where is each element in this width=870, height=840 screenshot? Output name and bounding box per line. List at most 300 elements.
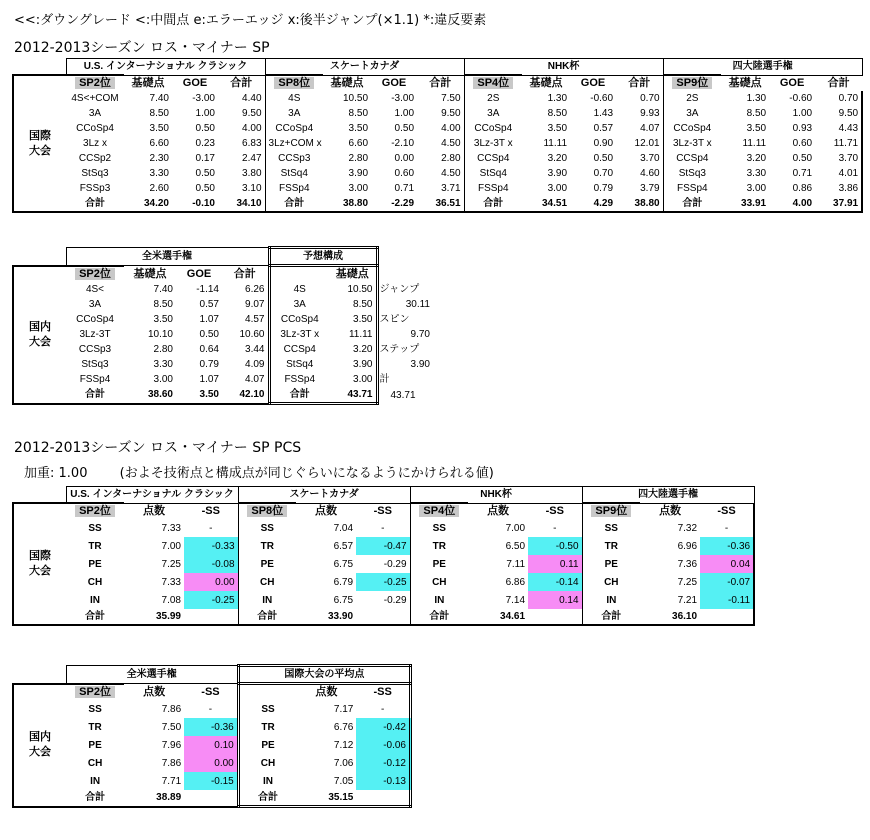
score-header: 点数 xyxy=(487,504,510,517)
side-label-international xyxy=(13,519,66,609)
goe-value: 0.57 xyxy=(593,123,614,134)
goe-value: -1.14 xyxy=(196,284,219,295)
base-header: 基礎点 xyxy=(131,76,165,89)
side-label-line: 大会 xyxy=(29,335,51,348)
total-base: 38.80 xyxy=(342,198,369,209)
component-code: TR xyxy=(410,537,468,555)
tes-intl-event-name: U.S. インターナショナル クラシック xyxy=(66,59,265,76)
total-goe: -0.10 xyxy=(192,198,215,209)
total-label: 合計 xyxy=(66,387,124,404)
goe-value: 0.50 xyxy=(394,123,415,134)
total-base: 34.20 xyxy=(143,198,169,209)
avg-component-score: 7.06 xyxy=(333,757,354,769)
avg-component-code: IN xyxy=(238,772,296,790)
element-score: 7.50 xyxy=(441,93,461,104)
ss-diff-value: -0.25 xyxy=(356,573,410,591)
element-code: CCoSp4 xyxy=(76,123,114,134)
goe-value: 0.00 xyxy=(394,153,415,164)
element-code: CCSp2 xyxy=(78,153,112,164)
element-code: StSq4 xyxy=(265,166,323,181)
sum-header: 合計 xyxy=(827,76,850,89)
plan-category xyxy=(377,327,433,342)
avg-component-score: 7.12 xyxy=(333,739,354,751)
goe-value: 0.86 xyxy=(792,183,813,194)
ss-diff-value: -0.15 xyxy=(184,772,238,790)
base-value: 11.11 xyxy=(543,138,568,149)
score-header: 点数 xyxy=(143,504,165,517)
side-label-domestic xyxy=(13,700,66,790)
element-code: 3A xyxy=(88,299,102,310)
base-value: 2.60 xyxy=(149,183,169,194)
element-score: 3.70 xyxy=(640,153,660,164)
component-code: CH xyxy=(410,573,468,591)
base-value: 3.00 xyxy=(348,183,369,194)
score-header: 点数 xyxy=(659,504,682,517)
pcs-intl-place: SP8位 xyxy=(247,505,287,517)
element-score: 4.60 xyxy=(640,168,660,179)
pcs-total: 33.90 xyxy=(328,611,354,622)
total-label: 合計 xyxy=(663,196,721,212)
tes-dom-grid xyxy=(12,246,433,405)
element-code: 3A xyxy=(265,106,323,121)
side-label-international xyxy=(13,91,66,196)
component-score: 7.25 xyxy=(161,558,181,570)
element-code: FSSp4 xyxy=(79,374,111,385)
component-score: 7.00 xyxy=(161,540,181,552)
avg-ss-diff-value: - xyxy=(356,700,410,718)
element-code: CCSp4 xyxy=(663,151,721,166)
ss-diff-value: - xyxy=(553,522,557,534)
pcs-total: 35.99 xyxy=(155,611,181,622)
ss-diff-value: -0.36 xyxy=(184,718,238,736)
component-code: PE xyxy=(88,739,102,751)
element-code: CCoSp4 xyxy=(663,121,721,136)
plan-title: 予想構成 xyxy=(269,248,377,266)
goe-value: -2.10 xyxy=(391,138,415,149)
plan-category-sum: 9.70 xyxy=(410,329,430,340)
component-code: SS xyxy=(88,522,102,534)
component-code: CH xyxy=(87,757,103,769)
base-value: 10.10 xyxy=(147,329,173,340)
base-value: 3.50 xyxy=(746,123,767,134)
ss-diff-value: 0.00 xyxy=(184,754,238,772)
base-value: 3.90 xyxy=(348,168,369,179)
element-score: 4.01 xyxy=(815,166,862,181)
score-header: 点数 xyxy=(143,685,166,698)
element-score: 12.01 xyxy=(634,138,660,149)
total-goe: 3.50 xyxy=(176,387,222,404)
element-score: 4.00 xyxy=(441,123,461,134)
plan-total-outside: 43.71 xyxy=(390,389,416,401)
component-code: IN xyxy=(238,591,296,609)
element-code: 2S xyxy=(464,91,522,106)
ss-diff-value: 0.14 xyxy=(528,591,582,609)
base-value: 3.00 xyxy=(746,183,767,194)
avg-component-score: 6.76 xyxy=(333,721,354,733)
component-code: TR xyxy=(88,721,102,733)
component-score: 6.75 xyxy=(333,558,354,570)
goe-value: 0.50 xyxy=(195,183,215,194)
ss-diff-header: -SS xyxy=(545,504,564,517)
plan-category xyxy=(377,312,433,327)
goe-header: GOE xyxy=(182,76,208,89)
base-value: 3.30 xyxy=(746,168,767,179)
component-code: TR xyxy=(238,537,296,555)
base-header: 基礎点 xyxy=(330,76,364,89)
goe-value: 0.90 xyxy=(593,138,614,149)
avg-score-header: 点数 xyxy=(315,686,338,698)
ss-diff-value: 0.10 xyxy=(184,736,238,754)
component-score: 7.11 xyxy=(506,558,526,570)
base-value: 1.30 xyxy=(746,93,767,104)
pcs-intl-place: SP4位 xyxy=(419,505,459,517)
element-code: 3A xyxy=(88,108,102,119)
element-code: 2S xyxy=(663,91,721,106)
total-label: 合計 xyxy=(66,790,124,807)
element-score: 6.83 xyxy=(242,138,262,149)
component-code: PE xyxy=(238,555,296,573)
plan-category xyxy=(377,357,433,372)
ss-diff-header: -SS xyxy=(700,503,754,519)
pcs-total: 34.61 xyxy=(500,611,526,622)
pcs-intl-place: SP2位 xyxy=(75,505,115,517)
element-score: 9.50 xyxy=(242,108,262,119)
base-value: 3.00 xyxy=(547,183,568,194)
goe-value: 0.50 xyxy=(195,123,215,134)
goe-value: 0.60 xyxy=(792,138,813,149)
ss-diff-header: -SS xyxy=(201,685,220,698)
element-code: StSq3 xyxy=(663,166,721,181)
total-score: 37.91 xyxy=(815,196,862,212)
avg-pcs-total: 35.15 xyxy=(296,790,356,807)
plan-base-value: 11.11 xyxy=(348,329,373,340)
base-value: 3.30 xyxy=(153,359,173,370)
tes-intl-place: SP2位 xyxy=(75,77,115,89)
component-score: 7.96 xyxy=(161,739,182,751)
pcs-intl-event-name: 四大陸選手権 xyxy=(582,487,754,504)
pcs-dom-grid xyxy=(12,664,412,808)
component-score: 7.04 xyxy=(333,522,354,534)
element-code: FSSp4 xyxy=(663,181,721,196)
element-code: FSSp4 xyxy=(265,181,323,196)
component-score: 7.14 xyxy=(505,594,526,606)
base-value: 3.00 xyxy=(153,374,173,385)
base-value: 2.80 xyxy=(153,344,173,355)
ss-diff-value: - xyxy=(208,703,213,715)
component-score: 7.00 xyxy=(505,522,526,534)
component-code: CH xyxy=(582,573,640,591)
plan-total-label: 合計 xyxy=(269,387,329,404)
element-score: 4.50 xyxy=(441,138,461,149)
base-value: 10.50 xyxy=(342,93,369,104)
goe-value: 0.60 xyxy=(394,168,415,179)
avg-ss-diff-value: -0.12 xyxy=(356,754,410,772)
tes-section-title: 2012-2013シーズン ロス・マイナー SP xyxy=(14,40,270,56)
goe-value: 1.00 xyxy=(195,108,215,119)
base-value: 8.50 xyxy=(153,299,173,310)
component-score: 6.86 xyxy=(505,576,526,588)
component-code: CH xyxy=(87,576,103,588)
goe-value: 0.57 xyxy=(199,299,219,310)
element-score: 3.70 xyxy=(815,151,862,166)
pcs-avg-title: 国際大会の平均点 xyxy=(238,666,410,684)
base-value: 2.80 xyxy=(348,153,369,164)
ss-diff-header: -SS xyxy=(201,504,220,517)
base-header: 基礎点 xyxy=(529,76,563,89)
component-score: 7.25 xyxy=(677,576,698,588)
component-score: 7.86 xyxy=(161,757,182,769)
component-code: TR xyxy=(88,540,102,552)
component-score: 7.33 xyxy=(161,576,181,588)
plan-element: 4S xyxy=(269,282,329,297)
element-score: 3.44 xyxy=(245,344,265,355)
component-code: SS xyxy=(238,519,296,537)
goe-value: 0.79 xyxy=(593,183,614,194)
ss-diff-value: -0.29 xyxy=(383,594,407,606)
total-label: 合計 xyxy=(265,196,323,212)
plan-category-sum: 30.11 xyxy=(405,299,430,310)
total-base: 33.91 xyxy=(741,198,767,209)
goe-value: 0.50 xyxy=(593,153,614,164)
plan-category xyxy=(377,372,433,387)
component-score: 7.32 xyxy=(677,522,698,534)
ss-diff-value: -0.08 xyxy=(184,555,238,573)
weight-line xyxy=(24,462,494,481)
goe-value: 0.70 xyxy=(593,168,614,179)
goe-value: 1.07 xyxy=(199,374,219,385)
plan-element: CCoSp4 xyxy=(269,312,329,327)
component-score: 6.50 xyxy=(505,540,526,552)
pcs-intl-event-name: スケートカナダ xyxy=(238,487,410,504)
goe-header: GOE xyxy=(779,76,805,89)
goe-header: GOE xyxy=(381,76,407,89)
element-score: 9.50 xyxy=(441,108,461,119)
element-code: CCoSp4 xyxy=(464,121,522,136)
tes-intl-event-name: NHK杯 xyxy=(464,59,663,76)
total-goe: 4.29 xyxy=(593,198,614,209)
component-score: 7.50 xyxy=(161,721,182,733)
element-score: 3.80 xyxy=(242,168,262,179)
tes-dom-event-name: 全米選手権 xyxy=(66,248,269,266)
tes-intl-grid xyxy=(12,58,863,213)
tes-intl-place: SP8位 xyxy=(274,77,314,89)
element-code: 4S<+COM xyxy=(71,93,119,104)
element-score: 3.86 xyxy=(815,181,862,196)
element-code: 3Lz-3T xyxy=(79,329,111,340)
weight-value: 1.00 xyxy=(58,466,88,481)
component-score: 6.75 xyxy=(333,594,354,606)
weight-note: (およそ技術点と構成点が同じぐらいになるようにかけられる値) xyxy=(119,466,494,481)
plan-category-label: 計 xyxy=(379,374,390,385)
goe-header: GOE xyxy=(580,76,606,89)
base-value: 7.40 xyxy=(149,93,169,104)
tes-intl-place: SP4位 xyxy=(473,77,513,89)
element-score: 10.60 xyxy=(239,329,265,340)
element-score: 9.07 xyxy=(245,299,265,310)
plan-base-value: 3.90 xyxy=(353,359,373,370)
pcs-total: 38.89 xyxy=(124,790,184,807)
pcs-dom-event-name: 全米選手権 xyxy=(66,666,238,684)
total-base: 38.60 xyxy=(124,387,176,404)
total-label: 合計 xyxy=(85,611,105,622)
component-code: IN xyxy=(90,775,101,787)
plan-element: StSq4 xyxy=(269,357,329,372)
plan-category-sum: 3.90 xyxy=(410,359,430,370)
side-label-line: 国際 xyxy=(29,129,51,142)
component-score: 6.79 xyxy=(333,576,354,588)
side-label-line: 国内 xyxy=(29,320,51,333)
base-value: 7.40 xyxy=(153,284,173,295)
base-value: 1.30 xyxy=(547,93,568,104)
element-code: FSSp4 xyxy=(464,181,522,196)
element-code: 3Lz-3T x xyxy=(663,136,721,151)
plan-element: 3Lz-3T x xyxy=(269,327,329,342)
ss-diff-value: - xyxy=(700,519,754,537)
plan-category-label: ステップ xyxy=(379,344,420,355)
ss-diff-value: -0.25 xyxy=(184,591,238,609)
plan-category xyxy=(377,297,433,312)
component-code: IN xyxy=(582,591,640,609)
plan-element: FSSp4 xyxy=(269,372,329,387)
element-code: StSq3 xyxy=(81,168,109,179)
component-code: CH xyxy=(238,573,296,591)
element-score: 4.07 xyxy=(245,374,265,385)
side-label-line: 大会 xyxy=(29,746,52,758)
goe-value: 1.00 xyxy=(394,108,415,119)
plan-base-value: 3.20 xyxy=(353,344,373,355)
avg-ss-diff-value: -0.42 xyxy=(356,718,410,736)
plan-category-label: スピン xyxy=(379,314,410,325)
tes-intl-event-name: 四大陸選手権 xyxy=(663,59,862,76)
pcs-intl-event-name: NHK杯 xyxy=(410,487,582,504)
goe-value: 0.71 xyxy=(792,168,813,179)
plan-base-value: 10.50 xyxy=(347,284,373,295)
ss-diff-value: 0.04 xyxy=(700,555,754,573)
element-score: 0.70 xyxy=(815,91,862,106)
element-score: 2.80 xyxy=(441,153,461,164)
element-code: 3A xyxy=(464,106,522,121)
goe-value: -0.60 xyxy=(789,93,813,104)
plan-base-value: 8.50 xyxy=(353,299,373,310)
avg-component-code: CH xyxy=(238,754,296,772)
ss-diff-value: -0.50 xyxy=(528,537,582,555)
pcs-section-title: 2012-2013シーズン ロス・マイナー SP PCS xyxy=(14,440,302,456)
base-value: 3.90 xyxy=(547,168,568,179)
base-value: 3.20 xyxy=(746,153,767,164)
element-score: 4.00 xyxy=(242,123,262,134)
component-code: SS xyxy=(88,703,102,715)
tes-dom-place: SP2位 xyxy=(75,268,115,280)
ss-diff-value: - xyxy=(209,522,213,534)
ss-diff-header: -SS xyxy=(373,504,392,517)
goe-value: 0.79 xyxy=(199,359,219,370)
ss-diff-value: -0.33 xyxy=(184,537,238,555)
base-value: 3.50 xyxy=(547,123,568,134)
element-code: 3Lz x xyxy=(83,138,107,149)
goe-value: 0.71 xyxy=(394,183,415,194)
plan-total: 43.71 xyxy=(329,387,377,404)
avg-total-label: 合計 xyxy=(238,790,296,807)
component-score: 6.96 xyxy=(677,540,698,552)
goe-value: -3.00 xyxy=(391,93,415,104)
goe-value: -0.60 xyxy=(590,93,614,104)
component-score: 7.33 xyxy=(161,522,181,534)
base-value: 3.50 xyxy=(153,314,173,325)
base-value: 11.11 xyxy=(742,138,767,149)
element-code: 3A xyxy=(663,106,721,121)
plan-base-value: 3.50 xyxy=(353,314,373,325)
total-label: 合計 xyxy=(410,609,468,625)
component-score: 7.86 xyxy=(161,703,182,715)
element-score: 4.40 xyxy=(242,93,262,104)
total-score: 36.51 xyxy=(435,198,461,209)
component-code: PE xyxy=(410,555,468,573)
base-value: 8.50 xyxy=(746,108,767,119)
side-label-line: 国際 xyxy=(29,550,51,562)
base-value: 3.20 xyxy=(547,153,568,164)
pcs-intl-event-name: U.S. インターナショナル クラシック xyxy=(66,487,238,504)
element-code: CCSp3 xyxy=(265,151,323,166)
avg-ss-diff-value: -0.06 xyxy=(356,736,410,754)
total-goe: 4.00 xyxy=(792,198,813,209)
base-value: 6.60 xyxy=(149,138,169,149)
total-label: 合計 xyxy=(582,609,640,625)
tes-intl-event-name: スケートカナダ xyxy=(265,59,464,76)
element-score: 3.71 xyxy=(441,183,461,194)
tes-intl-place: SP9位 xyxy=(672,77,712,89)
base-value: 6.60 xyxy=(348,138,369,149)
component-score: 7.36 xyxy=(677,558,698,570)
goe-value: 0.64 xyxy=(199,344,219,355)
element-code: CCoSp4 xyxy=(76,314,114,325)
total-base: 34.51 xyxy=(542,198,568,209)
total-label: 合計 xyxy=(238,609,296,625)
base-value: 8.50 xyxy=(348,108,369,119)
component-code: IN xyxy=(90,594,100,606)
pcs-dom-place: SP2位 xyxy=(75,686,115,698)
plan-element: CCSp4 xyxy=(269,342,329,357)
goe-value: 0.50 xyxy=(199,329,219,340)
element-score: 4.50 xyxy=(441,168,461,179)
avg-component-code: PE xyxy=(238,736,296,754)
element-score: 11.71 xyxy=(815,136,862,151)
component-score: 7.71 xyxy=(161,775,182,787)
plan-category xyxy=(377,342,433,357)
ss-diff-value: -0.07 xyxy=(700,573,754,591)
component-code: SS xyxy=(582,519,640,537)
element-code: StSq4 xyxy=(464,166,522,181)
goe-value: 0.17 xyxy=(195,153,215,164)
ss-diff-value: 0.11 xyxy=(528,555,582,573)
goe-value: 0.23 xyxy=(195,138,215,149)
sum-header: 合計 xyxy=(429,76,452,89)
base-value: 8.50 xyxy=(547,108,568,119)
goe-value: 0.93 xyxy=(792,123,813,134)
plan-base-value: 3.00 xyxy=(353,374,373,385)
ss-diff-value: - xyxy=(381,522,385,534)
component-score: 6.57 xyxy=(333,540,354,552)
weight-label: 加重: xyxy=(24,466,55,481)
side-label-domestic xyxy=(13,282,66,387)
avg-component-score: 7.05 xyxy=(333,775,354,787)
side-label-line: 大会 xyxy=(29,565,51,577)
total-score: 42.10 xyxy=(222,387,269,404)
avg-component-code: TR xyxy=(238,718,296,736)
total-goe: -2.29 xyxy=(391,198,415,209)
goe-value: 1.07 xyxy=(199,314,219,325)
component-score: 7.21 xyxy=(677,594,698,606)
base-header: 基礎点 xyxy=(133,267,167,280)
